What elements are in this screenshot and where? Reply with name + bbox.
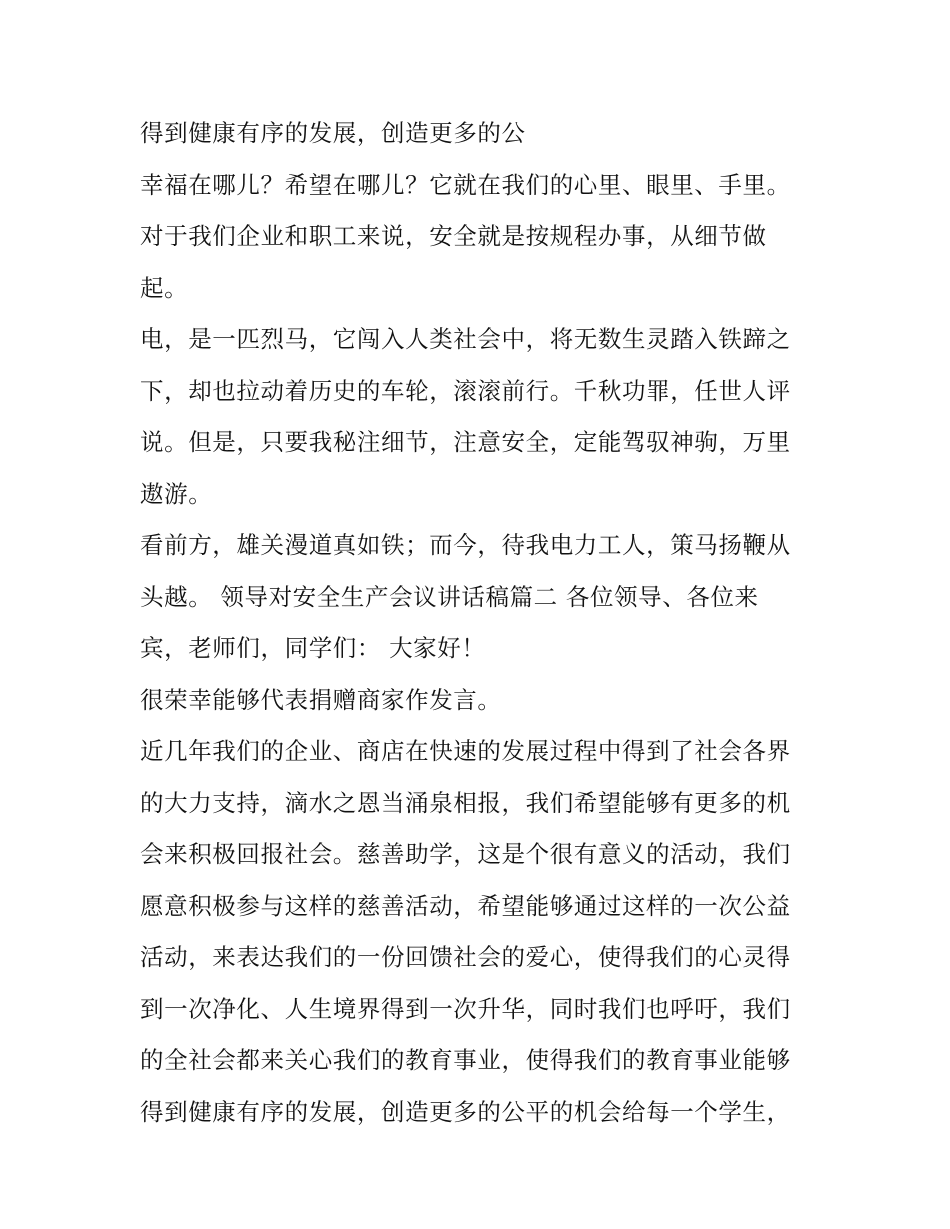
text-line-13: 近几年我们的企业、商店在快速的发展过程中得到了社会各界: [140, 737, 791, 765]
text-line-11: 宾，老师们，同学们： 大家好！: [140, 634, 486, 662]
text-line-19: 的全社会都来关心我们的教育事业，使得我们的教育事业能够: [140, 1046, 791, 1074]
text-line-5: 电，是一匹烈马，它闯入人类社会中，将无数生灵踏入铁蹄之: [140, 325, 791, 353]
text-line-3: 对于我们企业和职工来说，安全就是按规程办事，从细节做: [140, 222, 767, 250]
text-line-18: 到一次净化、人生境界得到一次升华，同时我们也呼吁，我们: [140, 994, 791, 1023]
text-line-2: 幸福在哪儿？希望在哪儿？它就在我们的心里、眼里、手里。: [140, 170, 791, 199]
text-line-17: 活动，来表达我们的一份回馈社会的爱心，使得我们的心灵得: [140, 943, 791, 971]
text-line-12: 很荣幸能够代表捐赠商家作发言。: [140, 685, 502, 714]
text-line-14: 的大力支持，滴水之恩当涌泉相报，我们希望能够有更多的机: [140, 788, 791, 817]
text-line-15: 会来积极回报社会。慈善助学，这是个很有意义的活动，我们: [140, 840, 791, 868]
text-line-4: 起。: [140, 273, 189, 302]
document-body: [140, 108, 820, 1138]
text-line-7: 说。但是，只要我秘注细节，注意安全，定能驾驭神驹，万里: [140, 428, 791, 456]
text-line-9: 看前方，雄关漫道真如铁；而今，待我电力工人，策马扬鞭从: [140, 531, 791, 559]
text-line-10: 头越。 领导对安全生产会议讲话稿篇二 各位领导、各位来: [140, 582, 759, 611]
text-line-16: 愿意积极参与这样的慈善活动，希望能够通过这样的一次公益: [140, 891, 791, 920]
text-line-6: 下，却也拉动着历史的车轮，滚滚前行。千秋功罪，任世人评: [140, 376, 791, 405]
text-line-20: 得到健康有序的发展，创造更多的公平的机会给每一个学生，: [140, 1097, 791, 1126]
text-line-8: 遨游。: [140, 479, 213, 508]
text-line-1: 得到健康有序的发展，创造更多的公: [140, 119, 526, 147]
